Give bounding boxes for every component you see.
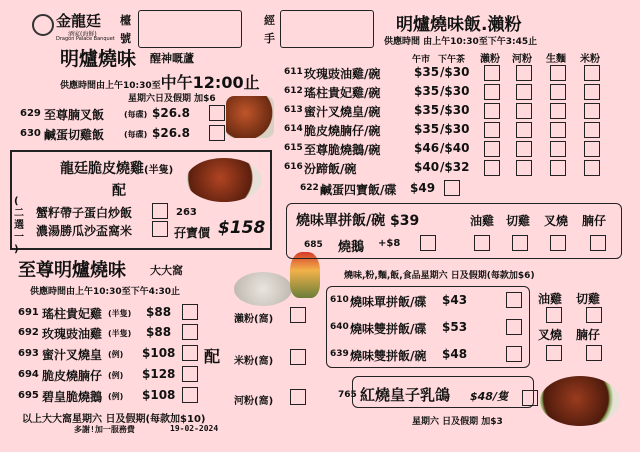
order-checkbox[interactable] (182, 366, 198, 382)
order-checkbox[interactable] (506, 319, 522, 335)
combo-option: 叉燒 (538, 328, 563, 342)
service-charge-note: 多謝!加一服務費 (74, 425, 135, 434)
noodle-checkbox[interactable] (584, 160, 600, 176)
noodle-checkbox[interactable] (516, 141, 532, 157)
left-bottom-footer: 以上大大窩星期六 日及假期(每款加$10) (22, 414, 206, 425)
order-checkbox[interactable] (209, 105, 225, 121)
menu-item: 629 至尊腩叉飯 (每碟) $26.8 (20, 106, 190, 122)
right-top-hours: 供應時間 由上午10:30至下午3:45止 (384, 37, 538, 47)
lunch-price: $35 (414, 122, 440, 136)
single-platter-addon: 燒鵝 (338, 240, 365, 255)
weekend-surcharge-note: 燒味,粉,麵,飯,食品星期六 日及假期(每款加$6) (344, 271, 535, 281)
platter-option: 腩仔 (582, 214, 607, 228)
dragon-logo-icon (32, 14, 54, 36)
col-lunch: 午市 (412, 55, 431, 65)
noodle-checkbox[interactable] (516, 65, 532, 81)
pigeon-code: 765 (338, 390, 357, 400)
table-number-field[interactable] (138, 10, 242, 48)
platter-option: 切雞 (506, 214, 531, 228)
menu-item: 694 脆皮燒腩仔 (例) $128 (18, 367, 176, 383)
noodle-checkbox[interactable] (550, 84, 566, 100)
noodle-option-label: 瀨粉(窩) (234, 314, 274, 325)
item-code: 615 (284, 143, 303, 153)
noodle-option-label: 米粉(窩) (234, 356, 274, 367)
noodle-checkbox[interactable] (484, 141, 500, 157)
pigeon-name: 紅燒皇子乳鴿 (360, 386, 451, 404)
noodle-checkbox[interactable] (290, 389, 306, 405)
menu-item (284, 122, 474, 138)
menu-item (284, 103, 474, 119)
chicken-title: 龍廷脆皮燒雞(半隻) (60, 161, 174, 177)
combo-option-1: 蟹籽帶子蛋白炒飯 (36, 206, 133, 220)
menu-item: 640 燒味雙拼飯/碟 $53 (330, 320, 468, 336)
table-number-label: 檯 號 (120, 14, 131, 45)
menu-item: 630 鹹蛋切雞飯 (每碟) $26.8 (20, 126, 190, 142)
left-top-hours: 供應時間由上午10:30至中午12:00止 (60, 73, 260, 92)
tea-price: /$30 (440, 122, 470, 136)
noodle-checkbox[interactable] (550, 103, 566, 119)
handler-label: 經 手 (264, 14, 275, 45)
rooster-illustration-icon (234, 252, 324, 308)
logo-name: 金龍廷 (56, 12, 102, 30)
noodle-option-label: 河粉(窩) (234, 396, 274, 407)
lunch-price: $40 (414, 160, 440, 174)
menu-item (284, 160, 474, 176)
combo-option: 油雞 (538, 292, 563, 306)
noodle-checkbox[interactable] (484, 65, 500, 81)
noodle-checkbox[interactable] (584, 65, 600, 81)
menu-item (284, 65, 474, 81)
col-noodle: 瀨粉 (480, 54, 500, 65)
item-code: 614 (284, 124, 303, 134)
combo-offer-price: $158 (218, 218, 266, 238)
left-top-subtitle: 醒神嘅蘆 (150, 52, 194, 65)
noodle-checkbox[interactable] (484, 84, 500, 100)
col-noodle: 生麵 (546, 54, 566, 65)
menu-item: 610 燒味單拼飯/碟 $43 (330, 293, 468, 309)
print-date: 19-02-2024 (170, 424, 219, 433)
noodle-checkbox[interactable] (550, 122, 566, 138)
noodle-checkbox[interactable] (550, 65, 566, 81)
noodle-checkbox[interactable] (550, 160, 566, 176)
lunch-price: $46 (414, 141, 440, 155)
menu-item: 693 蜜汁叉燒皇 (例) $108 (18, 346, 176, 362)
order-checkbox[interactable] (182, 345, 198, 361)
menu-item (284, 141, 474, 157)
roast-meat-photo (226, 96, 274, 138)
lunch-price: $35 (414, 84, 440, 98)
option-checkbox[interactable] (512, 235, 528, 251)
option-checkbox[interactable] (550, 235, 566, 251)
noodle-checkbox[interactable] (290, 349, 306, 365)
noodle-checkbox[interactable] (484, 160, 500, 176)
pigeon-surcharge: 星期六 日及假期 加$3 (412, 417, 503, 427)
lunch-price: $35 (414, 103, 440, 117)
chicken-pair: 配 (112, 183, 126, 199)
single-platter-title: 燒味單拼飯/碗 $39 (296, 213, 420, 229)
noodle-checkbox[interactable] (516, 122, 532, 138)
logo (32, 10, 118, 40)
order-checkbox[interactable] (182, 387, 198, 403)
noodle-checkbox[interactable] (550, 141, 566, 157)
noodle-checkbox[interactable] (290, 307, 306, 323)
left-bottom-subtitle: 大大窩 (150, 264, 183, 277)
menu-item: 691 瑤柱貴妃雞 (半隻) $88 (18, 305, 172, 321)
tea-price: /$30 (440, 103, 470, 117)
roast-chicken-photo (186, 158, 262, 202)
single-platter-addon-price: +$8 (378, 238, 401, 249)
order-checkbox[interactable] (420, 235, 436, 251)
noodle-checkbox[interactable] (584, 103, 600, 119)
combo-offer-label: 孖寶價 (174, 226, 211, 240)
item-code: 616 (284, 162, 303, 172)
item-name: 脆皮燒腩仔/碗 (304, 124, 381, 138)
order-checkbox[interactable] (506, 292, 522, 308)
order-checkbox[interactable] (152, 221, 168, 237)
order-checkbox[interactable] (152, 203, 168, 219)
left-bottom-title: 至尊明爐燒味 (18, 260, 126, 281)
left-top-surcharge: 星期六日及假期 加$6 (128, 94, 216, 104)
col-tea: 下午茶 (438, 55, 466, 65)
menu-item: 639 燒味雙拼飯/碗 $48 (330, 347, 468, 363)
order-checkbox[interactable] (522, 390, 538, 406)
noodle-checkbox[interactable] (516, 160, 532, 176)
logo-english: Dragon Palace Banquet (56, 36, 115, 42)
tea-price: /$40 (440, 141, 470, 155)
platter-option: 叉燒 (544, 214, 569, 228)
option-checkbox[interactable] (546, 307, 562, 323)
col-noodle: 河粉 (512, 54, 532, 65)
noodle-checkbox[interactable] (584, 122, 600, 138)
handler-field[interactable] (280, 10, 374, 48)
menu-item: 692 玫瑰豉油雞 (半隻) $88 (18, 325, 172, 341)
item-code: 611 (284, 67, 303, 77)
choose-one-label: ( 二 選 一 ) (14, 196, 24, 255)
option-checkbox[interactable] (586, 345, 602, 361)
combo-code: 263 (176, 207, 197, 218)
noodle-checkbox[interactable] (484, 122, 500, 138)
noodle-checkbox[interactable] (516, 103, 532, 119)
single-platter-code: 685 (304, 240, 323, 250)
order-checkbox[interactable] (209, 125, 225, 141)
pigeon-photo (540, 376, 620, 426)
left-bottom-hours: 供應時間由上午10:30至下午4:30止 (30, 287, 181, 297)
item-name: 玫瑰豉油雞/碗 (304, 67, 381, 81)
menu-item: 695 碧皇脆燒鵝 (例) $108 (18, 388, 176, 404)
order-checkbox[interactable] (182, 324, 198, 340)
menu-item: 622 鹹蛋四寶飯/碟 $49 (300, 181, 436, 197)
order-checkbox[interactable] (182, 304, 198, 320)
item-name: 蜜汁叉燒皇/碗 (304, 105, 381, 119)
menu-item (284, 84, 474, 100)
item-code: 612 (284, 86, 303, 96)
col-noodle: 米粉 (580, 54, 600, 65)
order-checkbox[interactable] (506, 346, 522, 362)
order-checkbox[interactable] (444, 180, 460, 196)
noodle-checkbox[interactable] (516, 84, 532, 100)
noodle-checkbox[interactable] (484, 103, 500, 119)
combo-option: 切雞 (576, 292, 601, 306)
tea-price: /$30 (440, 65, 470, 79)
option-checkbox[interactable] (546, 345, 562, 361)
left-top-title: 明爐燒味 (60, 48, 137, 70)
tea-price: /$30 (440, 84, 470, 98)
option-checkbox[interactable] (474, 235, 490, 251)
item-name: 汾蹄飯/碗 (304, 162, 357, 176)
combo-option-2: 濃湯勝瓜沙盃窩米 (36, 224, 133, 238)
noodle-checkbox[interactable] (584, 141, 600, 157)
tea-price: /$32 (440, 160, 470, 174)
option-checkbox[interactable] (586, 307, 602, 323)
item-name: 瑤柱貴妃雞/碗 (304, 86, 381, 100)
logo-subtitle: 酒家(海鮮) (68, 31, 97, 38)
platter-option: 油雞 (470, 214, 495, 228)
pair-label: 配 (204, 347, 221, 366)
item-name: 至尊脆燒鵝/碗 (304, 143, 381, 157)
lunch-price: $35 (414, 65, 440, 79)
item-code: 613 (284, 105, 303, 115)
pigeon-price: $48/隻 (470, 390, 508, 403)
combo-option: 腩仔 (576, 328, 601, 342)
noodle-checkbox[interactable] (584, 84, 600, 100)
option-checkbox[interactable] (590, 235, 606, 251)
right-top-title: 明爐燒味飯.瀨粉 (396, 15, 522, 35)
